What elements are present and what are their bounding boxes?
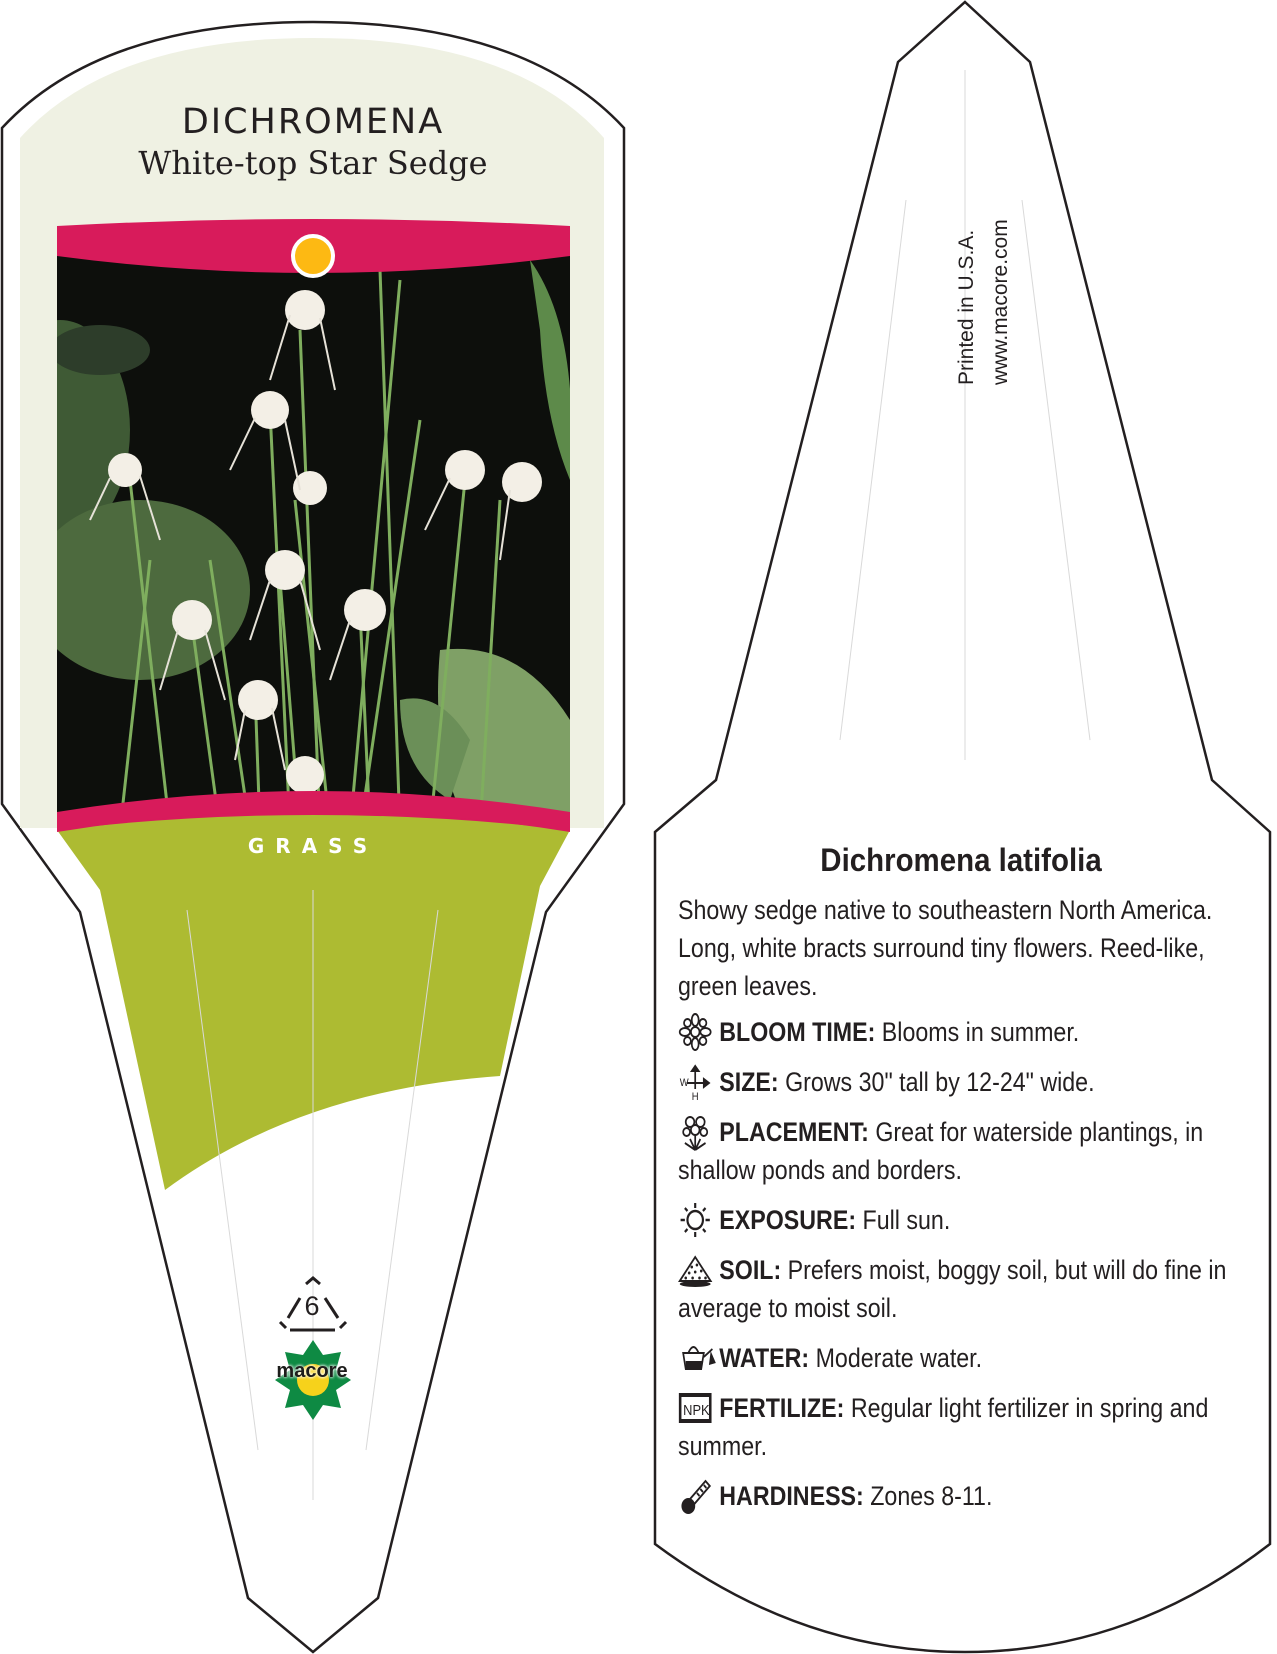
bloom-time-label: BLOOM TIME:: [719, 1017, 876, 1047]
attr-water: [678, 1339, 1237, 1377]
printed-in-text: Printed in U.S.A.: [955, 229, 978, 385]
sun-icon: [678, 1201, 716, 1239]
attr-placement: [678, 1113, 1237, 1189]
print-info: [950, 219, 1018, 385]
attr-hardiness: [678, 1477, 1237, 1515]
exposure-label: EXPOSURE:: [719, 1205, 857, 1235]
fertilize-value: Regular light fertilizer in spring and summer.: [678, 1393, 1209, 1461]
size-icon: [678, 1063, 716, 1101]
water-label: WATER:: [719, 1343, 810, 1373]
soil-icon: [678, 1251, 716, 1289]
placement-icon: [678, 1113, 716, 1151]
soil-value: Prefers moist, boggy soil, but will do fine in average to moist soil.: [678, 1255, 1227, 1323]
attr-bloom-time: [678, 1013, 1237, 1051]
soil-label: SOIL:: [719, 1255, 782, 1285]
svg-text:W: W: [679, 1077, 689, 1090]
plant-description: Showy sedge native to southeastern North America. Long, white bracts surround tiny flowers. Reed-like, green leaves.: [678, 895, 1213, 1001]
placement-value: Great for waterside plantings, in shallow ponds and borders.: [678, 1117, 1204, 1185]
size-label: SIZE:: [719, 1067, 779, 1097]
plant-category: GRASS: [247, 834, 379, 858]
attr-fertilize: [678, 1389, 1237, 1465]
brand-name: macore: [276, 1360, 348, 1382]
recycle-code: 6: [304, 1291, 320, 1321]
flower-icon: [678, 1013, 716, 1051]
fertilize-label: FERTILIZE:: [719, 1393, 845, 1423]
website-text: www.macore.com: [989, 219, 1012, 385]
hardiness-value: Zones 8-11.: [863, 1481, 993, 1511]
size-value: Grows 30" tall by 12-24" wide.: [778, 1067, 1095, 1097]
exposure-value: Full sun.: [856, 1205, 951, 1235]
attr-soil: [678, 1251, 1237, 1327]
npk-icon: [678, 1389, 716, 1427]
placement-label: PLACEMENT:: [719, 1117, 869, 1147]
attr-exposure: [678, 1201, 1237, 1239]
bloom-time-value: Blooms in summer.: [875, 1017, 1080, 1047]
svg-text:H: H: [691, 1091, 699, 1101]
care-info: [678, 842, 1244, 1527]
plant-genus: DICHROMENA: [181, 102, 445, 142]
thermometer-icon: [678, 1477, 716, 1515]
svg-text:NPK: NPK: [683, 1401, 710, 1419]
attr-size: [678, 1063, 1237, 1101]
plant-common-name: White-top Star Sedge: [138, 144, 488, 182]
scientific-name: Dichromena latifolia: [820, 842, 1102, 878]
water-value: Moderate water.: [809, 1343, 983, 1373]
hardiness-label: HARDINESS:: [719, 1481, 864, 1511]
watering-can-icon: [678, 1339, 716, 1377]
